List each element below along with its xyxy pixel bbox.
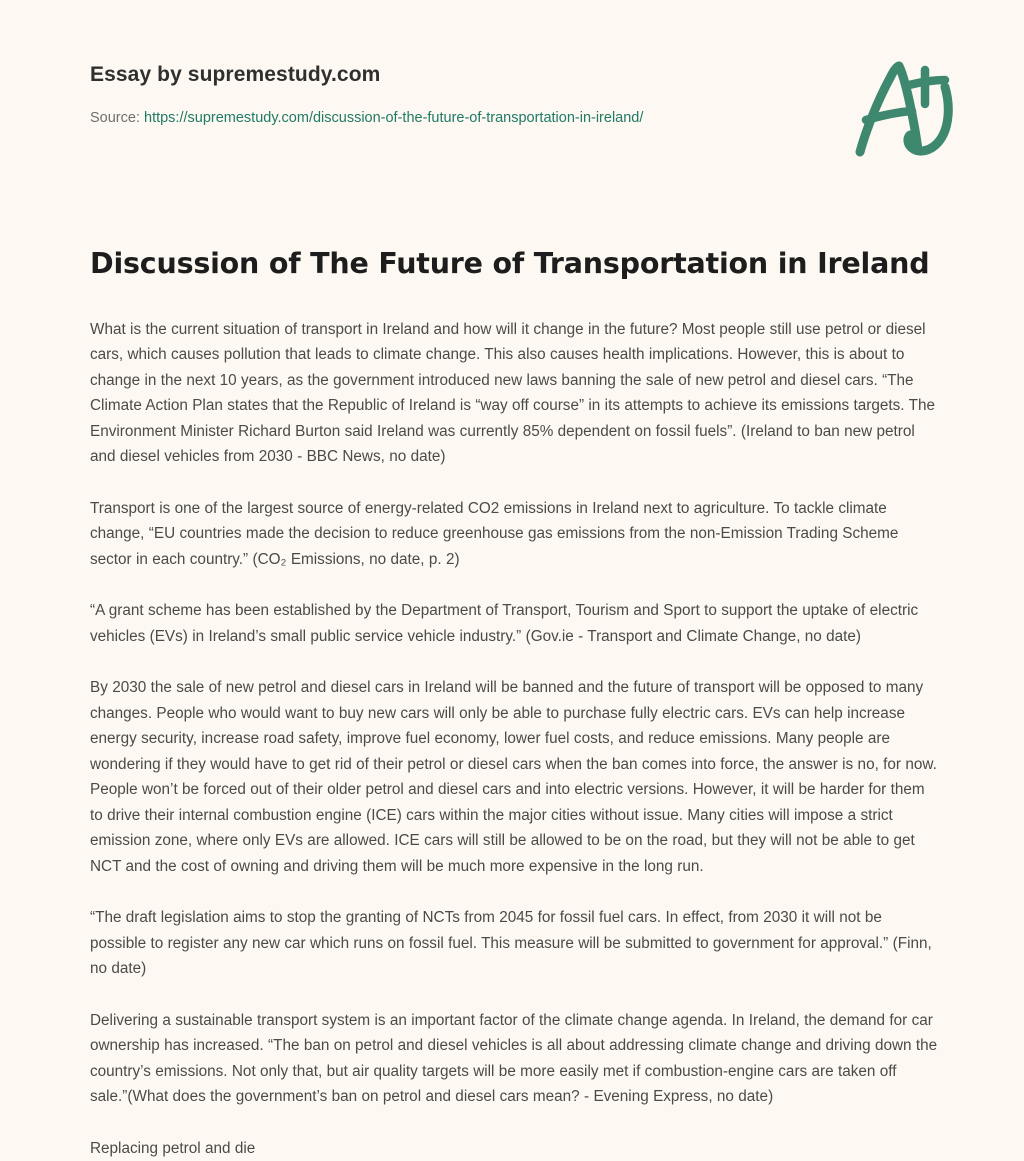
source-line (90, 109, 964, 128)
a-plus-logo-icon (846, 56, 968, 160)
article-body (90, 317, 938, 1161)
article (90, 246, 938, 1161)
paragraph: Transport is one of the largest source of energy-related CO2 emissions in Ireland next to agriculture. To tackle climate change, “EU countries made the decision to reduce greenhouse gas emissions from the non-Emission Trading Scheme sector in each country.” (CO₂ Emissions, no date, p. 2) (90, 499, 899, 568)
paragraph: By 2030 the sale of new petrol and diesel cars in Ireland will be banned and the future of transport will be opposed to many changes. People who would want to buy new cars will only be able to purchase fully electric cars. EVs can help increase energy security, increase road safety, improve fuel economy, lower fuel costs, and reduce emissions. Many people are wondering if they would have to get rid of their petrol or diesel cars when the ban comes into force, the answer is no, for now. People won’t be forced out of their older petrol and diesel cars and into electric versions. However, it will be harder for them to drive their internal combustion engine (ICE) cars within the major cities without issue. Many cities will impose a strict emission zone, where only EVs are allowed. ICE cars will still be allowed to be on the road, but they will not be able to get NCT and the cost of owning and driving them will be much more expensive in the long run. (90, 679, 937, 875)
paragraph: Delivering a sustainable transport system is an important factor of the climate change agenda. In Ireland, the demand for car ownership has increased. “The ban on petrol and diesel vehicles is all about addressing climate change and driving down the country’s emissions. Not only that, but air quality targets will be more easily met if combustion-engine cars are taken off sale.”(What does the government’s ban on petrol and diesel cars mean? - Evening Express, no date) (90, 1011, 938, 1106)
paragraph: What is the current situation of transport in Ireland and how will it change in the future? Most people still use petrol or diesel cars, which causes pollution that leads to climate change. This also causes health implications. However, this is about to change in the next 10 years, as the government introduced new laws banning the sale of new petrol and diesel cars. “The Climate Action Plan states that the Republic of Ireland is “way off course” in its attempts to achieve its emissions targets. The Environment Minister Richard Burton said Ireland was currently 85% dependent on fossil fuels”. (Ireland to ban new petrol and diesel vehicles from 2030 - BBC News, no date) (90, 320, 935, 466)
paragraph: “The draft legislation aims to stop the granting of NCTs from 2045 for fossil fuel cars. In effect, from 2030 it will not be possible to register any new car which runs on fossil fuel. This measure will be submitted to government for approval.” (Finn, no date) (90, 909, 932, 978)
source-label: Source: (90, 110, 144, 127)
header-text-block (90, 62, 964, 128)
paragraph: Replacing petrol and die (90, 1139, 256, 1157)
paragraph: “A grant scheme has been established by the Department of Transport, Tourism and Sport to support the uptake of electric vehicles (EVs) in Ireland’s small public service vehicle industry.” (Gov.ie - Transport and Climate Change, no date) (90, 602, 919, 645)
a-plus-logo (846, 56, 968, 160)
brand-byline: Essay by supremestudy.com (90, 63, 381, 86)
page-title: Discussion of The Future of Transportation in Ireland (90, 247, 930, 280)
source-url-link[interactable]: https://supremestudy.com/discussion-of-the-future-of-transportation-in-ireland/ (144, 110, 644, 127)
